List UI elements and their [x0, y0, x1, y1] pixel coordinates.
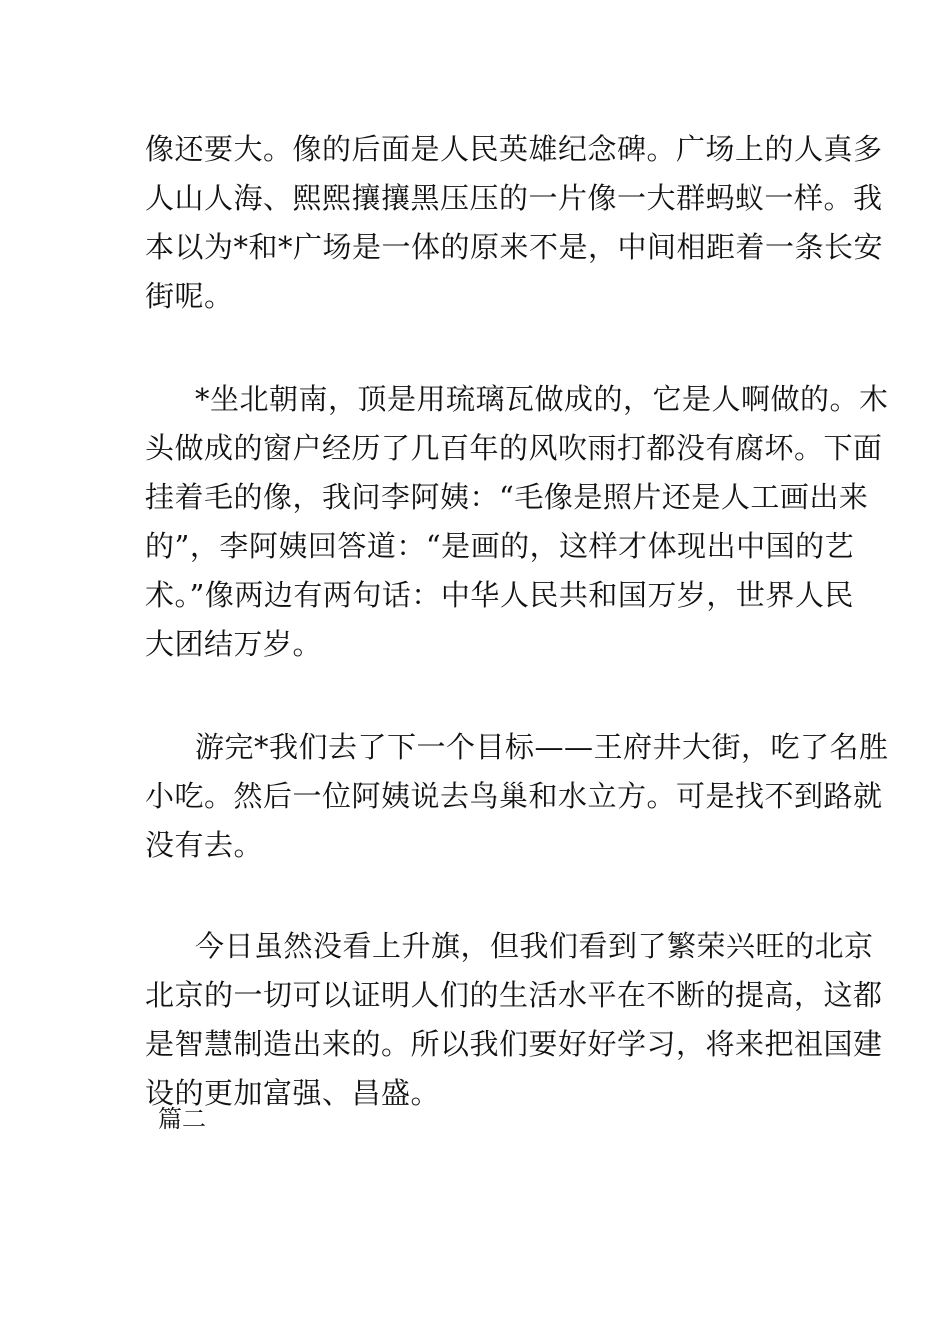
paragraph-line: 游完*我们去了下一个目标——王府井大街，吃了名胜 [195, 730, 889, 764]
paragraph-line: 设的更加富强、昌盛。 [145, 1076, 441, 1110]
paragraph-line: 挂着毛的像，我问李阿姨：“毛像是照片还是人工画出来 [145, 480, 869, 514]
paragraph-line: 术。”像两边有两句话：中华人民共和国万岁，世界人民 [145, 578, 854, 612]
paragraph-line: 小吃。然后一位阿姨说去鸟巢和水立方。可是找不到路就 [145, 779, 883, 813]
section-heading: 篇二 [158, 1105, 206, 1133]
paragraph-line: 是智慧制造出来的。所以我们要好好学习，将来把祖国建 [145, 1027, 883, 1061]
paragraph-line: *坐北朝南，顶是用琉璃瓦做成的，它是人啊做的。木 [195, 382, 889, 416]
paragraph-1 [145, 125, 884, 321]
paragraph-line: 街呢。 [145, 279, 234, 313]
paragraph-line: 今日虽然没看上升旗，但我们看到了繁荣兴旺的北京 [195, 929, 874, 963]
paragraph-line: 的”，李阿姨回答道：“是画的，这样才体现出中国的艺 [145, 529, 855, 563]
paragraph-line: 没有去。 [145, 828, 264, 862]
paragraph-line: 人山人海、熙熙攘攘黑压压的一片像一大群蚂蚁一样。我 [145, 181, 883, 215]
paragraph-line: 本以为*和*广场是一体的原来不是，中间相距着一条长安 [145, 230, 884, 264]
paragraph-3 [145, 723, 889, 870]
paragraph-line: 头做成的窗户经历了几百年的风吹雨打都没有腐坏。下面 [145, 431, 883, 465]
paragraph-line: 像还要大。像的后面是人民英雄纪念碑。广场上的人真多 [145, 132, 883, 166]
paragraph-4 [145, 922, 883, 1118]
paragraph-line: 大团结万岁。 [145, 627, 323, 661]
paragraph-2 [145, 375, 889, 669]
paragraph-line: 北京的一切可以证明人们的生活水平在不断的提高，这都 [145, 978, 883, 1012]
